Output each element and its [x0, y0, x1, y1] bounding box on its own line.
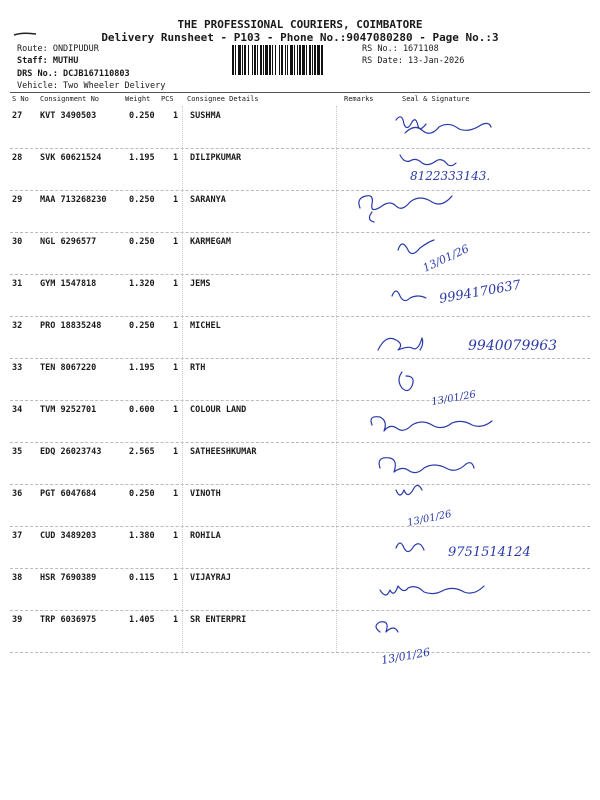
cell-consignee: KARMEGAM — [190, 237, 231, 247]
cell-pcs: 1 — [173, 573, 179, 583]
col-consignment: Consignment No — [40, 95, 100, 103]
table-row — [10, 148, 590, 191]
cell-consignee: SR ENTERPRI — [190, 615, 247, 625]
sig-30-date: 13/01/26 — [420, 242, 472, 275]
column-divider — [336, 316, 337, 358]
cell-consignee: MICHEL — [190, 321, 221, 331]
column-divider — [336, 484, 337, 526]
cell-sno: 37 — [12, 531, 23, 541]
cell-consignment: HSR 7690389 — [40, 573, 97, 583]
cell-consignee: VINOTH — [190, 489, 221, 499]
cell-consignment: TEN 8067220 — [40, 363, 97, 373]
table-row — [10, 442, 590, 485]
column-divider — [182, 568, 183, 610]
table-row — [10, 232, 590, 275]
table-row — [10, 316, 590, 359]
cell-pcs: 1 — [173, 111, 179, 121]
cell-consignment: KVT 3490503 — [40, 111, 97, 121]
cell-consignment: PRO 18835248 — [40, 321, 102, 331]
cell-consignee: SATHEESHKUMAR — [190, 447, 257, 457]
cell-pcs: 1 — [173, 237, 179, 247]
cell-consignee: ROHILA — [190, 531, 221, 541]
cell-consignee: COLOUR LAND — [190, 405, 247, 415]
column-divider — [182, 526, 183, 568]
cell-consignment: SVK 60621524 — [40, 153, 102, 163]
header-divider — [10, 92, 590, 93]
column-divider — [182, 190, 183, 232]
cell-consignment: NGL 6296577 — [40, 237, 97, 247]
column-divider — [336, 526, 337, 568]
barcode-image — [232, 45, 358, 75]
cell-pcs: 1 — [173, 321, 179, 331]
runsheet-subtitle: Delivery Runsheet - P103 - Phone No.:9047080280 - Page No.:3 — [101, 31, 499, 44]
cell-sno: 27 — [12, 111, 23, 121]
col-consignee: Consignee Details — [187, 95, 259, 103]
cell-sno: 38 — [12, 573, 23, 583]
cell-consignment: TRP 6036975 — [40, 615, 97, 625]
col-remarks: Remarks — [344, 95, 374, 103]
cell-pcs: 1 — [173, 153, 179, 163]
column-divider — [182, 484, 183, 526]
cell-weight: 0.250 — [129, 321, 155, 331]
column-divider — [182, 610, 183, 652]
column-divider — [336, 148, 337, 190]
cell-consignee: SUSHMA — [190, 111, 221, 121]
table-row — [10, 274, 590, 317]
cell-pcs: 1 — [173, 447, 179, 457]
drs-label: DRS No.: DCJB167110803 — [17, 69, 130, 79]
cell-sno: 33 — [12, 363, 23, 373]
courier-logo-icon — [14, 32, 36, 37]
rs-number: RS No.: 1671108 — [362, 44, 439, 54]
cell-consignment: MAA 713268230 — [40, 195, 107, 205]
cell-consignment: PGT 6047684 — [40, 489, 97, 499]
rs-date: RS Date: 13-Jan-2026 — [362, 56, 465, 66]
cell-sno: 32 — [12, 321, 23, 331]
cell-weight: 0.115 — [129, 573, 155, 583]
cell-weight: 0.250 — [129, 195, 155, 205]
cell-weight: 1.405 — [129, 615, 155, 625]
column-divider — [336, 568, 337, 610]
cell-pcs: 1 — [173, 279, 179, 289]
cell-weight: 0.250 — [129, 237, 155, 247]
column-divider — [182, 148, 183, 190]
cell-weight: 0.600 — [129, 405, 155, 415]
cell-weight: 2.565 — [129, 447, 155, 457]
sig-32-phone: 9940079963 — [468, 338, 558, 354]
column-divider — [336, 442, 337, 484]
table-row — [10, 358, 590, 401]
cell-weight: 0.250 — [129, 111, 155, 121]
cell-sno: 34 — [12, 405, 23, 415]
column-divider — [336, 190, 337, 232]
column-divider — [336, 106, 337, 148]
cell-consignment: CUD 3489203 — [40, 531, 97, 541]
col-pcs: PCS — [161, 95, 174, 103]
company-title: THE PROFESSIONAL COURIERS, COIMBATORE — [177, 18, 423, 31]
cell-weight: 1.320 — [129, 279, 155, 289]
cell-sno: 30 — [12, 237, 23, 247]
table-row — [10, 400, 590, 443]
cell-consignment: TVM 9252701 — [40, 405, 97, 415]
cell-sno: 29 — [12, 195, 23, 205]
cell-consignee: DILIPKUMAR — [190, 153, 242, 163]
cell-weight: 1.380 — [129, 531, 155, 541]
cell-consignee: VIJAYRAJ — [190, 573, 231, 583]
column-divider — [182, 442, 183, 484]
sig-37-phone: 9751514124 — [448, 545, 531, 560]
column-divider — [182, 358, 183, 400]
cell-pcs: 1 — [173, 363, 179, 373]
column-divider — [182, 274, 183, 316]
cell-pcs: 1 — [173, 489, 179, 499]
cell-sno: 31 — [12, 279, 23, 289]
cell-consignee: JEMS — [190, 279, 211, 289]
column-divider — [182, 316, 183, 358]
table-row — [10, 610, 590, 653]
cell-pcs: 1 — [173, 405, 179, 415]
cell-sno: 36 — [12, 489, 23, 499]
col-seal-signature: Seal & Signature — [402, 95, 470, 103]
sig-39-date: 13/01/26 — [380, 645, 432, 667]
column-divider — [336, 274, 337, 316]
table-row — [10, 568, 590, 611]
cell-consignment: EDQ 26023743 — [40, 447, 102, 457]
table-row — [10, 190, 590, 233]
table-row — [10, 106, 590, 149]
column-divider — [182, 232, 183, 274]
sig-31-phone: 9994170637 — [438, 277, 523, 307]
staff-label: Staff: MUTHU — [17, 56, 79, 66]
cell-pcs: 1 — [173, 531, 179, 541]
cell-weight: 1.195 — [129, 153, 155, 163]
sig-36-date: 13/01/26 — [406, 508, 453, 529]
column-divider — [182, 106, 183, 148]
col-weight: Weight — [125, 95, 151, 103]
cell-sno: 35 — [12, 447, 23, 457]
column-divider — [336, 232, 337, 274]
table-row — [10, 484, 590, 527]
cell-pcs: 1 — [173, 195, 179, 205]
cell-sno: 28 — [12, 153, 23, 163]
sig-28-phone: 8122333143. — [410, 169, 491, 183]
column-divider — [336, 400, 337, 442]
cell-consignment: GYM 1547818 — [40, 279, 97, 289]
route-label: Route: ONDIPUDUR — [17, 44, 99, 54]
col-sno: S No — [12, 95, 29, 103]
vehicle-label: Vehicle: Two Wheeler Delivery — [17, 81, 166, 91]
cell-pcs: 1 — [173, 615, 179, 625]
table-row — [10, 526, 590, 569]
cell-sno: 39 — [12, 615, 23, 625]
sig-33-date: 13/01/26 — [430, 389, 477, 408]
column-divider — [182, 400, 183, 442]
column-divider — [336, 610, 337, 652]
cell-weight: 0.250 — [129, 489, 155, 499]
cell-weight: 1.195 — [129, 363, 155, 373]
column-divider — [336, 358, 337, 400]
cell-consignee: SARANYA — [190, 195, 226, 205]
cell-consignee: RTH — [190, 363, 206, 373]
